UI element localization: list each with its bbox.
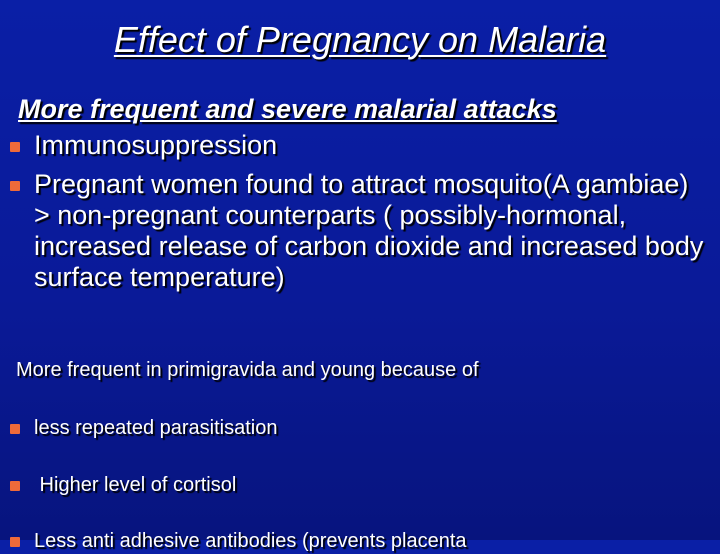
bullet-text: Immunosuppression xyxy=(34,130,278,160)
list-item xyxy=(10,415,277,441)
list-item xyxy=(10,130,710,161)
main-bullet-list xyxy=(10,130,710,293)
square-bullet-icon xyxy=(10,537,20,547)
bullet-text: Higher level of cortisol xyxy=(34,474,237,496)
list-item xyxy=(10,528,467,554)
slide-title: Effect of Pregnancy on Malaria xyxy=(113,19,607,60)
sub-heading: More frequent in primigravida and young because of xyxy=(16,359,479,381)
square-bullet-icon xyxy=(10,181,20,191)
square-bullet-icon xyxy=(10,142,20,152)
list-item xyxy=(10,472,236,498)
bullet-text: less repeated parasitisation xyxy=(34,417,278,439)
bullet-text: Less anti adhesive antibodies (prevents placenta xyxy=(34,530,467,552)
bullet-text: Pregnant women found to attract mosquito(A gambiae) > non-pregnant counterparts ( possibly-hormonal, increased release of carbon dioxide and increased body surface temperature) xyxy=(34,169,704,292)
square-bullet-icon xyxy=(10,481,20,491)
section-heading: More frequent and severe malarial attacks xyxy=(18,94,557,124)
list-item xyxy=(10,169,710,293)
square-bullet-icon xyxy=(10,424,20,434)
